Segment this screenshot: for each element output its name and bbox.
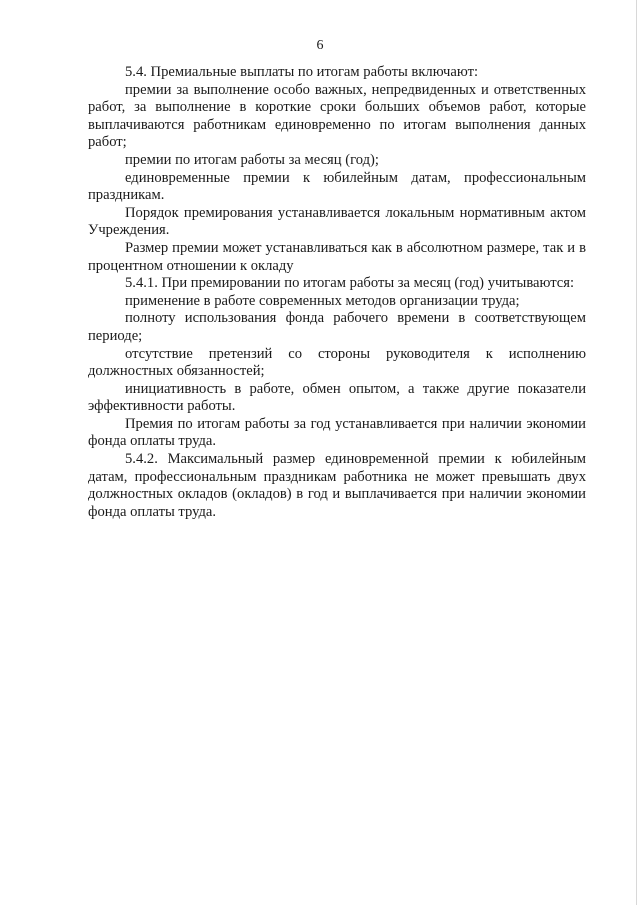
paragraph-work-time-fund: полноту использования фонда рабочего времени в соответствующем периоде; xyxy=(88,310,586,344)
paragraph-monthly-bonus: премии по итогам работы за месяц (год); xyxy=(125,151,379,168)
paragraph-bonus-procedure: Порядок премирования устанавливается локальным нормативным актом Учреждения. xyxy=(88,204,586,239)
paragraph-special-works-bonus: премии за выполнение особо важных, непредвиденных и ответственных работ, за выполнение в короткие сроки больших объемов работ, которые выплачиваются работникам единовременно по итогам выполнения данных работ; xyxy=(88,81,586,151)
paragraph-annual-bonus: Премия по итогам работы за год устанавливается при наличии экономии фонда оплаты труда. xyxy=(88,415,586,450)
paragraph-modern-methods: применение в работе современных методов организации труда; xyxy=(125,292,520,309)
paragraph-no-claims: отсутствие претензий со стороны руководителя к исполнению должностных обязанностей; xyxy=(88,345,586,380)
page-number: 6 xyxy=(316,38,324,53)
scan-edge-line xyxy=(636,0,637,905)
paragraph-5-4-1: 5.4.1. При премировании по итогам работы за месяц (год) учитываются: xyxy=(125,275,575,292)
document-body xyxy=(88,64,586,521)
paragraph-5-4: 5.4. Премиальные выплаты по итогам работы включают: xyxy=(125,64,478,80)
paragraph-bonus-size: Размер премии может устанавливаться как в абсолютном размере, так и в процентном отношении к окладу xyxy=(88,239,586,274)
paragraph-initiative: инициативность в работе, обмен опытом, а также другие показатели эффективности работы. xyxy=(88,380,586,415)
paragraph-anniversary-bonus: единовременные премии к юбилейным датам, профессиональным праздникам. xyxy=(88,169,586,204)
paragraph-5-4-2: 5.4.2. Максимальный размер единовременной премии к юбилейным датам, профессиональным праздникам работника не может превышать двух должностных окладов (окладов) в год и выплачивается при наличии экономии фонда оплаты труда. xyxy=(88,451,586,520)
